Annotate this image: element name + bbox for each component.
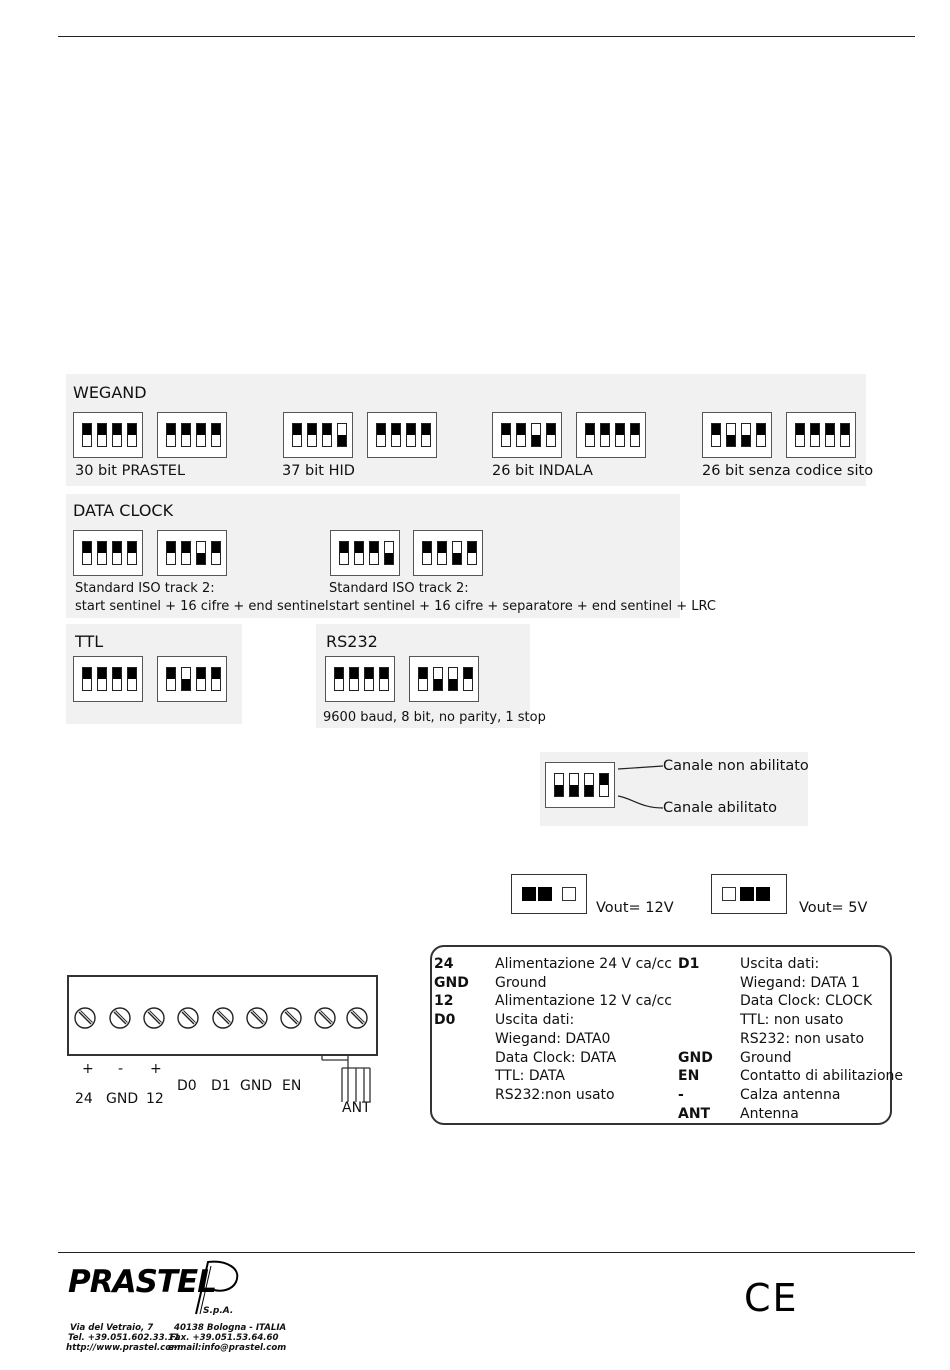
- dip-switch: [516, 423, 526, 447]
- dip-switch: [354, 541, 364, 565]
- dip-switch: [437, 541, 447, 565]
- dip-switch: [82, 541, 92, 565]
- dip-wiegand-26nosite-b: [786, 412, 856, 458]
- dip-switch-knob: [377, 424, 385, 435]
- dip-switch: [127, 423, 137, 447]
- dip-switch: [196, 667, 206, 691]
- dataclock-left-caption-2: start sentinel + 16 cifre + end sentinel: [75, 599, 329, 614]
- dip-switch: [127, 667, 137, 691]
- dip-switch-knob: [712, 424, 720, 435]
- dip-switch: [711, 423, 721, 447]
- dip-switch-knob: [212, 542, 220, 553]
- dip-switch: [531, 423, 541, 447]
- dip-switch: [501, 423, 511, 447]
- legend-left-text: RS232:non usato: [495, 1086, 615, 1103]
- brand-suffix: S.p.A.: [203, 1306, 234, 1316]
- dip-switch: [181, 667, 191, 691]
- dip-switch-knob: [826, 424, 834, 435]
- dip-switch: [391, 423, 401, 447]
- dip-legend-enabled-label: Canale abilitato: [663, 800, 777, 816]
- dip-switch-knob: [532, 435, 540, 446]
- dip-rs232-a: [325, 656, 395, 702]
- dip-switch-knob: [841, 424, 849, 435]
- dip-switch-knob: [727, 435, 735, 446]
- dip-switch: [322, 423, 332, 447]
- dip-switch: [376, 423, 386, 447]
- dip-switch-knob: [600, 774, 608, 785]
- dip-switch: [756, 423, 766, 447]
- legend-left-key: D0: [434, 1012, 456, 1029]
- dip-switch-knob: [616, 424, 624, 435]
- legend-right-key: D1: [678, 956, 700, 972]
- jumper-pin: [522, 887, 536, 901]
- dip-switch: [196, 541, 206, 565]
- dip-switch-knob: [422, 424, 430, 435]
- dip-switch: [546, 423, 556, 447]
- dip-switch-knob: [742, 435, 750, 446]
- dip-switch-knob: [355, 542, 363, 553]
- dip-switch-knob: [757, 424, 765, 435]
- terminal-sign-24: +: [82, 1061, 94, 1077]
- legend-right-key: GND: [678, 1049, 713, 1066]
- legend-left-text: Alimentazione 12 V ca/cc: [495, 993, 672, 1010]
- dip-switch-knob: [212, 424, 220, 435]
- terminal-label-d1: D1: [211, 1078, 231, 1094]
- prastel-logo: [66, 1258, 246, 1318]
- legend-left-key: 12: [434, 993, 454, 1010]
- dip-switch-knob: [293, 424, 301, 435]
- dip-switch: [584, 773, 594, 797]
- terminal-screw-icon: [74, 1007, 96, 1029]
- legend-right-text: Ground: [740, 1049, 792, 1066]
- dip-switch-knob: [555, 785, 563, 796]
- legend-left-text: Wiegand: DATA0: [495, 1030, 611, 1047]
- wiegand-caption-3: 26 bit INDALA: [492, 463, 593, 479]
- dip-switch: [463, 667, 473, 691]
- dip-switch: [181, 423, 191, 447]
- dip-switch-knob: [547, 424, 555, 435]
- dip-switch: [569, 773, 579, 797]
- dip-switch-knob: [308, 424, 316, 435]
- dip-switch-knob: [586, 424, 594, 435]
- dip-switch-knob: [385, 553, 393, 564]
- dip-switch-knob: [468, 542, 476, 553]
- dip-switch-knob: [338, 435, 346, 446]
- dip-switch-knob: [113, 542, 121, 553]
- terminal-label-gnd2: GND: [240, 1078, 273, 1094]
- dip-switch-knob: [517, 424, 525, 435]
- dip-switch-knob: [453, 553, 461, 564]
- dip-switch-knob: [212, 668, 220, 679]
- dip-switch: [97, 423, 107, 447]
- dip-switch-knob: [423, 542, 431, 553]
- dataclock-right-caption-1: Standard ISO track 2:: [329, 581, 469, 596]
- terminal-screw-icon: [346, 1007, 368, 1029]
- ce-mark: CE: [744, 1276, 799, 1320]
- dip-switch-knob: [585, 785, 593, 796]
- dip-switch: [615, 423, 625, 447]
- dip-switch: [384, 541, 394, 565]
- footer-rule: [58, 1252, 915, 1253]
- dip-switch-knob: [98, 542, 106, 553]
- dip-switch-knob: [796, 424, 804, 435]
- jumper-12v-label: Vout= 12V: [596, 900, 674, 916]
- dip-switch: [554, 773, 564, 797]
- dip-switch-knob: [197, 424, 205, 435]
- dip-switch: [467, 541, 477, 565]
- dip-switch-knob: [434, 679, 442, 690]
- terminal-screw-icon: [212, 1007, 234, 1029]
- dip-switch-knob: [83, 424, 91, 435]
- dip-switch-knob: [601, 424, 609, 435]
- jumper-pin: [538, 887, 552, 901]
- address-city: 40138 Bologna - ITALIA: [174, 1323, 287, 1333]
- legend-right-text: Wiegand: DATA 1: [740, 974, 860, 991]
- dip-switch: [406, 423, 416, 447]
- legend-right-text: Uscita dati:: [740, 956, 820, 972]
- dip-ttl-a: [73, 656, 143, 702]
- wiegand-caption-1: 30 bit PRASTEL: [75, 463, 186, 479]
- dip-switch-knob: [197, 553, 205, 564]
- dip-switch-knob: [83, 668, 91, 679]
- dip-switch: [339, 541, 349, 565]
- dip-switch-knob: [128, 668, 136, 679]
- dip-switch: [166, 423, 176, 447]
- terminal-sign-gnd: -: [118, 1061, 124, 1077]
- dip-switch: [585, 423, 595, 447]
- legend-right-text: RS232: non usato: [740, 1030, 865, 1047]
- terminal-screw-icon: [246, 1007, 268, 1029]
- terminal-sign-12: +: [150, 1061, 162, 1077]
- dip-rs232-b: [409, 656, 479, 702]
- dip-switch: [726, 423, 736, 447]
- dip-switch: [112, 667, 122, 691]
- dip-dataclock-right-a: [330, 530, 400, 576]
- dip-switch-knob: [392, 424, 400, 435]
- dip-switch-knob: [182, 542, 190, 553]
- header-rule: [58, 36, 915, 37]
- wiegand-caption-4: 26 bit senza codice sito: [702, 463, 874, 479]
- dip-switch-knob: [128, 542, 136, 553]
- dip-switch: [181, 541, 191, 565]
- dip-switch-knob: [113, 668, 121, 679]
- terminal-label-ant: ANT: [342, 1100, 371, 1116]
- dip-switch: [840, 423, 850, 447]
- dip-legend-disabled-label: Canale non abilitato: [663, 758, 809, 774]
- legend-right-key: ANT: [678, 1105, 711, 1122]
- dip-switch: [211, 667, 221, 691]
- dataclock-left-caption-1: Standard ISO track 2:: [75, 581, 215, 596]
- dip-switch-knob: [419, 668, 427, 679]
- legend-right-text: TTL: non usato: [740, 1012, 844, 1029]
- dip-switch-knob: [811, 424, 819, 435]
- terminal-label-gnd: GND: [106, 1091, 139, 1107]
- dip-switch-knob: [167, 668, 175, 679]
- dip-switch: [418, 667, 428, 691]
- legend-left-text: Data Clock: DATA: [495, 1049, 617, 1066]
- dip-switch: [196, 423, 206, 447]
- dip-switch: [211, 541, 221, 565]
- dip-wiegand-30bit-a: [73, 412, 143, 458]
- dip-switch-knob: [167, 542, 175, 553]
- terminal-screw-icon: [143, 1007, 165, 1029]
- dip-switch: [211, 423, 221, 447]
- dip-switch: [422, 541, 432, 565]
- dip-switch: [795, 423, 805, 447]
- terminal-screw-icon: [177, 1007, 199, 1029]
- terminal-label-d0: D0: [177, 1078, 197, 1094]
- dip-wiegand-37bit-a: [283, 412, 353, 458]
- terminal-screw-icon: [109, 1007, 131, 1029]
- dip-switch: [166, 541, 176, 565]
- dip-switch-knob: [502, 424, 510, 435]
- dip-switch: [166, 667, 176, 691]
- wiegand-title: WEGAND: [73, 383, 147, 402]
- dip-switch-knob: [350, 668, 358, 679]
- dip-switch-knob: [128, 424, 136, 435]
- legend-left-text: Uscita dati:: [495, 1012, 575, 1029]
- jumper-pin: [740, 887, 754, 901]
- legend-left-text: Ground: [495, 974, 547, 991]
- address-street: Via del Vetraio, 7: [70, 1323, 154, 1333]
- dip-switch-knob: [323, 424, 331, 435]
- ttl-title: TTL: [75, 632, 104, 651]
- wiegand-caption-2: 37 bit HID: [282, 463, 355, 479]
- legend-right-text: Data Clock: CLOCK: [740, 993, 873, 1010]
- dip-ttl-b: [157, 656, 227, 702]
- address-phone: Tel. +39.051.602.33.11: [68, 1333, 180, 1343]
- dip-switch-knob: [98, 668, 106, 679]
- dataclock-right-caption-2: start sentinel + 16 cifre + separatore + end sentinel + LRC: [329, 599, 716, 614]
- dip-switch-knob: [449, 679, 457, 690]
- dip-switch-knob: [631, 424, 639, 435]
- legend-right-text: Contatto di abilitazione: [740, 1068, 903, 1085]
- address-email: e-mail:info@prastel.com: [168, 1343, 287, 1353]
- dip-switch: [112, 423, 122, 447]
- dip-dataclock-right-b: [413, 530, 483, 576]
- dip-switch: [433, 667, 443, 691]
- dip-wiegand-26indala-a: [492, 412, 562, 458]
- address-website: http://www.prastel.com: [66, 1343, 181, 1353]
- dip-switch-knob: [98, 424, 106, 435]
- dip-switch: [337, 423, 347, 447]
- dip-switch: [600, 423, 610, 447]
- dip-switch: [364, 667, 374, 691]
- dip-switch-knob: [438, 542, 446, 553]
- jumper-5v: [711, 874, 787, 914]
- dip-switch: [448, 667, 458, 691]
- dip-switch: [82, 667, 92, 691]
- jumper-pin: [562, 887, 576, 901]
- dip-switch: [421, 423, 431, 447]
- jumper-5v-label: Vout= 5V: [799, 900, 868, 916]
- rs232-title: RS232: [326, 632, 378, 651]
- terminal-label-24: 24: [75, 1091, 93, 1107]
- dip-switch: [810, 423, 820, 447]
- dip-switch-knob: [370, 542, 378, 553]
- dip-switch: [349, 667, 359, 691]
- dip-switch: [369, 541, 379, 565]
- terminal-screw-icon: [314, 1007, 336, 1029]
- dip-switch: [630, 423, 640, 447]
- dip-legend-example: [545, 762, 615, 808]
- address-fax: Fax. +39.051.53.64.60: [170, 1333, 279, 1343]
- jumper-pin: [756, 887, 770, 901]
- terminal-screw-icon: [280, 1007, 302, 1029]
- rs232-caption: 9600 baud, 8 bit, no parity, 1 stop: [323, 710, 546, 725]
- dip-wiegand-30bit-b: [157, 412, 227, 458]
- dip-switch: [82, 423, 92, 447]
- terminal-label-12: 12: [146, 1091, 164, 1107]
- dip-wiegand-26nosite-a: [702, 412, 772, 458]
- dip-switch: [334, 667, 344, 691]
- dip-switch: [825, 423, 835, 447]
- dip-wiegand-26indala-b: [576, 412, 646, 458]
- legend-left-key: GND: [434, 974, 469, 991]
- dip-wiegand-37bit-b: [367, 412, 437, 458]
- dip-switch: [741, 423, 751, 447]
- legend-left-text: TTL: DATA: [495, 1068, 565, 1085]
- legend-right-text: Antenna: [740, 1105, 799, 1122]
- dip-switch-knob: [197, 668, 205, 679]
- dip-switch-knob: [335, 668, 343, 679]
- dip-switch: [97, 667, 107, 691]
- legend-right-text: Calza antenna: [740, 1086, 841, 1103]
- dip-switch-knob: [182, 424, 190, 435]
- dip-switch: [97, 541, 107, 565]
- dip-switch: [127, 541, 137, 565]
- brand-name: PRASTEL: [68, 1264, 216, 1300]
- dip-switch: [599, 773, 609, 797]
- dataclock-title: DATA CLOCK: [73, 501, 174, 520]
- dip-switch-knob: [407, 424, 415, 435]
- dip-switch: [379, 667, 389, 691]
- dip-switch-knob: [83, 542, 91, 553]
- dip-switch-knob: [365, 668, 373, 679]
- dip-switch-knob: [113, 424, 121, 435]
- dip-switch-knob: [340, 542, 348, 553]
- legend-right-key: EN: [678, 1068, 700, 1085]
- dip-switch-knob: [464, 668, 472, 679]
- dip-dataclock-left-b: [157, 530, 227, 576]
- dip-switch-knob: [570, 785, 578, 796]
- dip-switch-knob: [380, 668, 388, 679]
- jumper-pin: [722, 887, 736, 901]
- jumper-12v: [511, 874, 587, 914]
- terminal-label-en: EN: [282, 1078, 302, 1094]
- dip-switch: [307, 423, 317, 447]
- dip-switch-knob: [182, 679, 190, 690]
- dip-dataclock-left-a: [73, 530, 143, 576]
- dip-switch: [292, 423, 302, 447]
- dip-switch-knob: [167, 424, 175, 435]
- legend-left-text: Alimentazione 24 V ca/cc: [495, 956, 672, 972]
- dip-switch: [112, 541, 122, 565]
- legend-left-key: 24: [434, 956, 454, 972]
- dip-switch: [452, 541, 462, 565]
- legend-right-key: -: [678, 1086, 684, 1103]
- antenna-connector: [320, 1054, 380, 1104]
